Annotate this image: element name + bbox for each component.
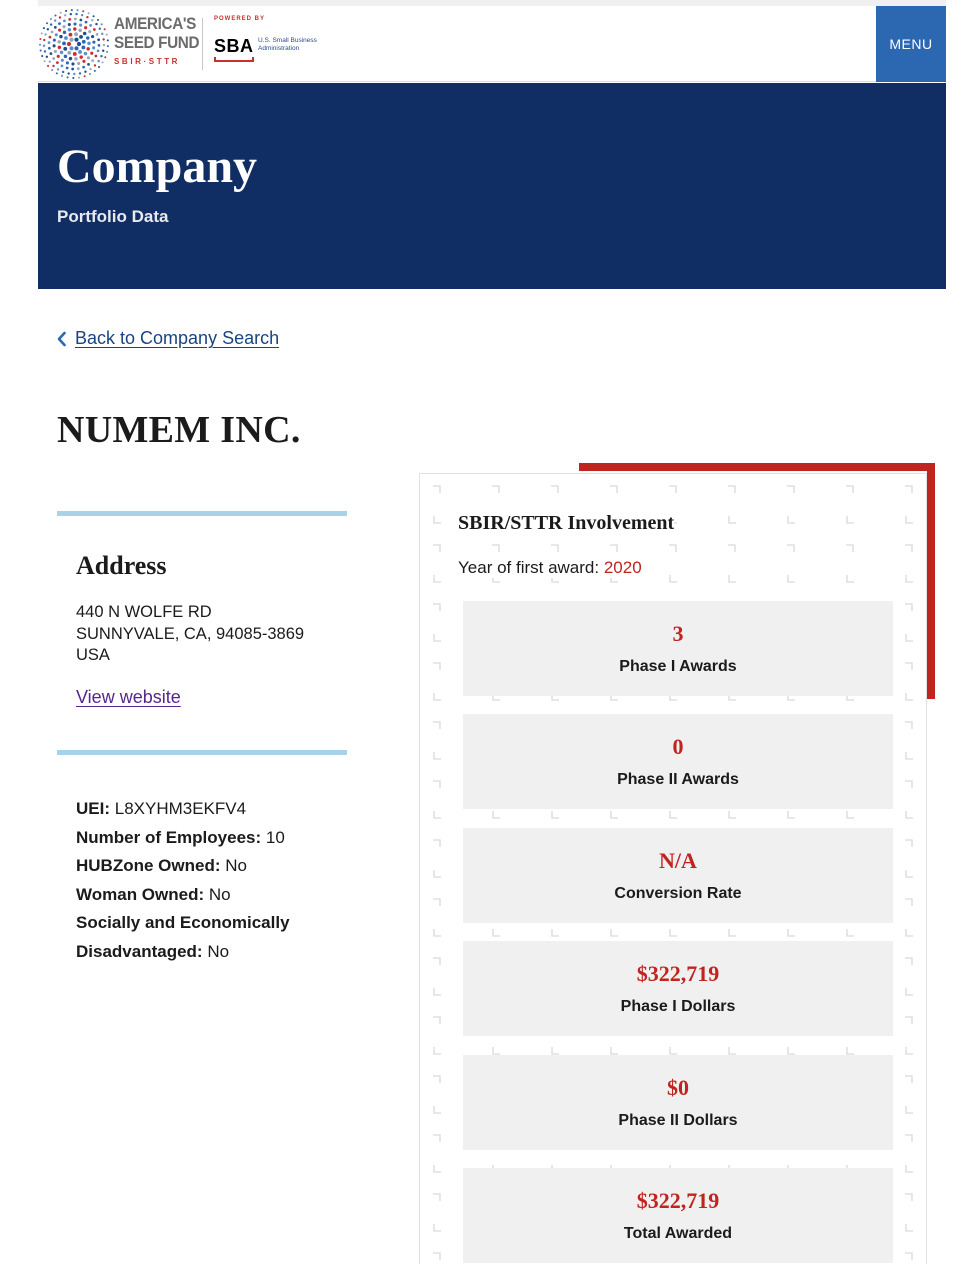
back-link-label: Back to Company Search	[75, 328, 280, 348]
page-subtitle: Portfolio Data	[57, 207, 169, 226]
fact-value: L8XYHM3EKFV4	[114, 799, 247, 818]
sba-tagline-line-1: U.S. Small Business	[258, 37, 317, 44]
panel-accent-border	[579, 463, 935, 471]
fact-hubzone	[76, 852, 336, 881]
stat-label: Phase II Awards	[617, 771, 739, 788]
fact-value: No	[225, 856, 247, 875]
fact-label: Number of Employees:	[76, 827, 262, 847]
stat-card-phase1-dollars	[463, 941, 893, 1036]
fact-woman-owned	[76, 881, 336, 910]
menu-button[interactable]: MENU	[876, 6, 946, 82]
logo-subtitle: SBIR·STTR	[114, 57, 181, 66]
svg-text:SBA: SBA	[214, 36, 254, 56]
logo-divider	[202, 18, 203, 70]
back-to-search-link[interactable]	[56, 328, 279, 349]
first-award-label: Year of first award:	[458, 558, 600, 577]
first-award-year	[458, 558, 642, 578]
fact-uei	[76, 795, 336, 824]
hero-banner	[38, 83, 946, 289]
stat-card-phase1-awards	[463, 601, 893, 696]
logo-wordmark	[114, 14, 200, 66]
stat-card-conversion-rate	[463, 828, 893, 923]
address-block	[76, 602, 304, 667]
stat-value: 3	[672, 621, 684, 646]
fact-label: UEI:	[76, 799, 110, 818]
fact-disadvantaged	[76, 909, 336, 966]
stat-value: $0	[667, 1075, 689, 1100]
company-facts	[76, 795, 336, 966]
stat-label: Phase I Dollars	[620, 998, 736, 1015]
logo-line-2: SEED FUND	[114, 33, 200, 52]
address-line: 440 N WOLFE RD	[76, 603, 212, 621]
seed-fund-logo-icon	[38, 8, 112, 80]
involvement-panel	[419, 473, 927, 1264]
address-line: USA	[76, 646, 110, 664]
logo-line-1: AMERICA'S	[114, 14, 197, 33]
address-line: SUNNYVALE, CA, 94085-3869	[76, 624, 305, 643]
stat-card-phase2-dollars	[463, 1055, 893, 1150]
fact-label: Socially and Economically Disadvantaged:	[76, 913, 290, 961]
stat-label: Phase II Dollars	[618, 1112, 738, 1129]
section-divider	[57, 750, 347, 755]
powered-by-label: POWERED BY	[214, 16, 266, 22]
stat-value: $322,719	[636, 961, 720, 986]
fact-value: 10	[265, 827, 285, 847]
stat-value: 0	[672, 734, 684, 759]
stat-label: Phase I Awards	[619, 658, 737, 675]
page-title: Company	[57, 140, 258, 193]
fact-label: HUBZone Owned:	[76, 856, 221, 875]
company-name: NUMEM INC.	[57, 409, 301, 451]
fact-label: Woman Owned:	[76, 884, 205, 904]
sba-tagline-line-2: Administration	[258, 45, 300, 52]
sba-tagline	[258, 37, 317, 53]
address-heading: Address	[76, 551, 167, 580]
stat-label: Total Awarded	[623, 1225, 733, 1242]
stat-value: $322,719	[636, 1188, 720, 1213]
first-award-value: 2020	[603, 558, 642, 577]
section-divider	[57, 511, 347, 516]
fact-value: No	[207, 941, 230, 961]
stat-label: Conversion Rate	[614, 885, 742, 902]
view-website-link[interactable]: View website	[76, 687, 181, 707]
stat-card-total-awarded	[463, 1168, 893, 1263]
involvement-title: SBIR/STTR Involvement	[458, 512, 675, 534]
stat-card-phase2-awards	[463, 714, 893, 809]
stat-value: N/A	[659, 848, 697, 873]
panel-accent-border	[927, 463, 935, 699]
fact-value: No	[208, 884, 231, 904]
site-header	[38, 6, 946, 82]
chevron-left-icon	[56, 331, 67, 347]
fact-employees	[76, 824, 336, 853]
sba-logo-icon	[213, 30, 255, 64]
